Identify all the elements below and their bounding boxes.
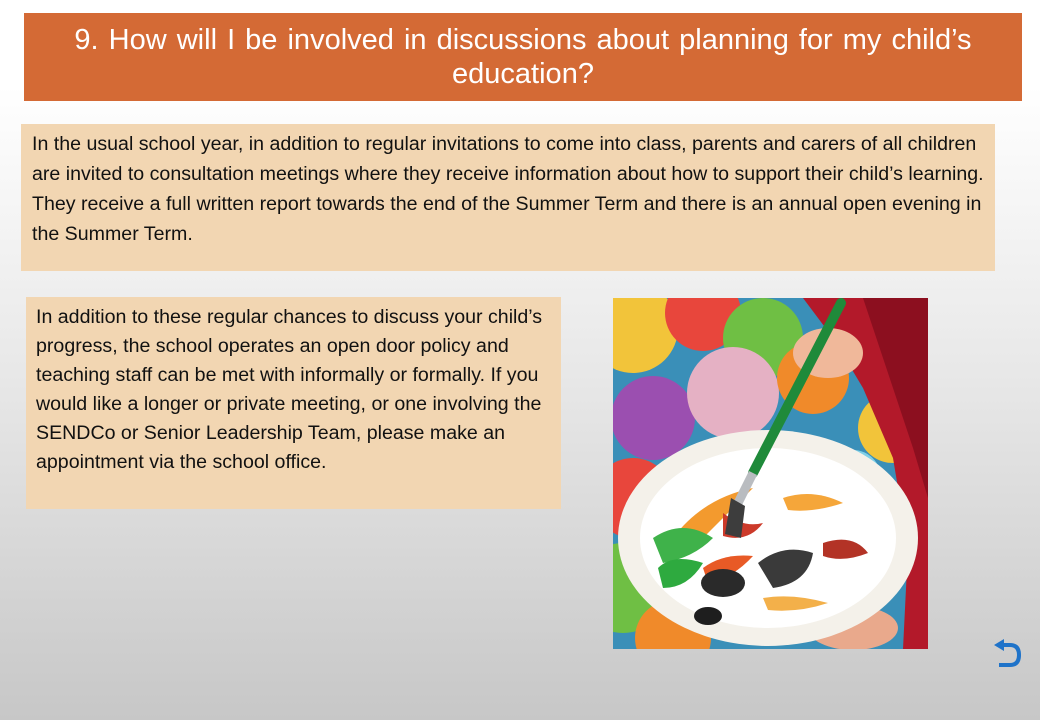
painting-palette-photo	[613, 298, 928, 649]
info-box-consultation	[21, 124, 995, 271]
info-box-open-door	[26, 297, 561, 509]
return-arrow-icon[interactable]	[990, 636, 1024, 674]
paragraph-open-door: In addition to these regular chances to discuss your child’s progress, the school operates an open door policy and teaching staff can be met with informally or formally. If you would like a longer or private meeting, or one involving the SENDCo or Senior Leadership Team, please make an appointment via the school office.	[36, 306, 543, 473]
paragraph-consultation: In the usual school year, in addition to regular invitations to come into class, parents and carers of all children are invited to consultation meetings where they receive information about how to support their child’s learning. They receive a full written report towards the end of the Summer Term and there is an annual open evening in the Summer Term.	[32, 133, 984, 245]
slide-title: 9. How will I be involved in discussions about planning for my child’s education?	[74, 24, 972, 90]
slide-title-bar	[24, 13, 1022, 101]
